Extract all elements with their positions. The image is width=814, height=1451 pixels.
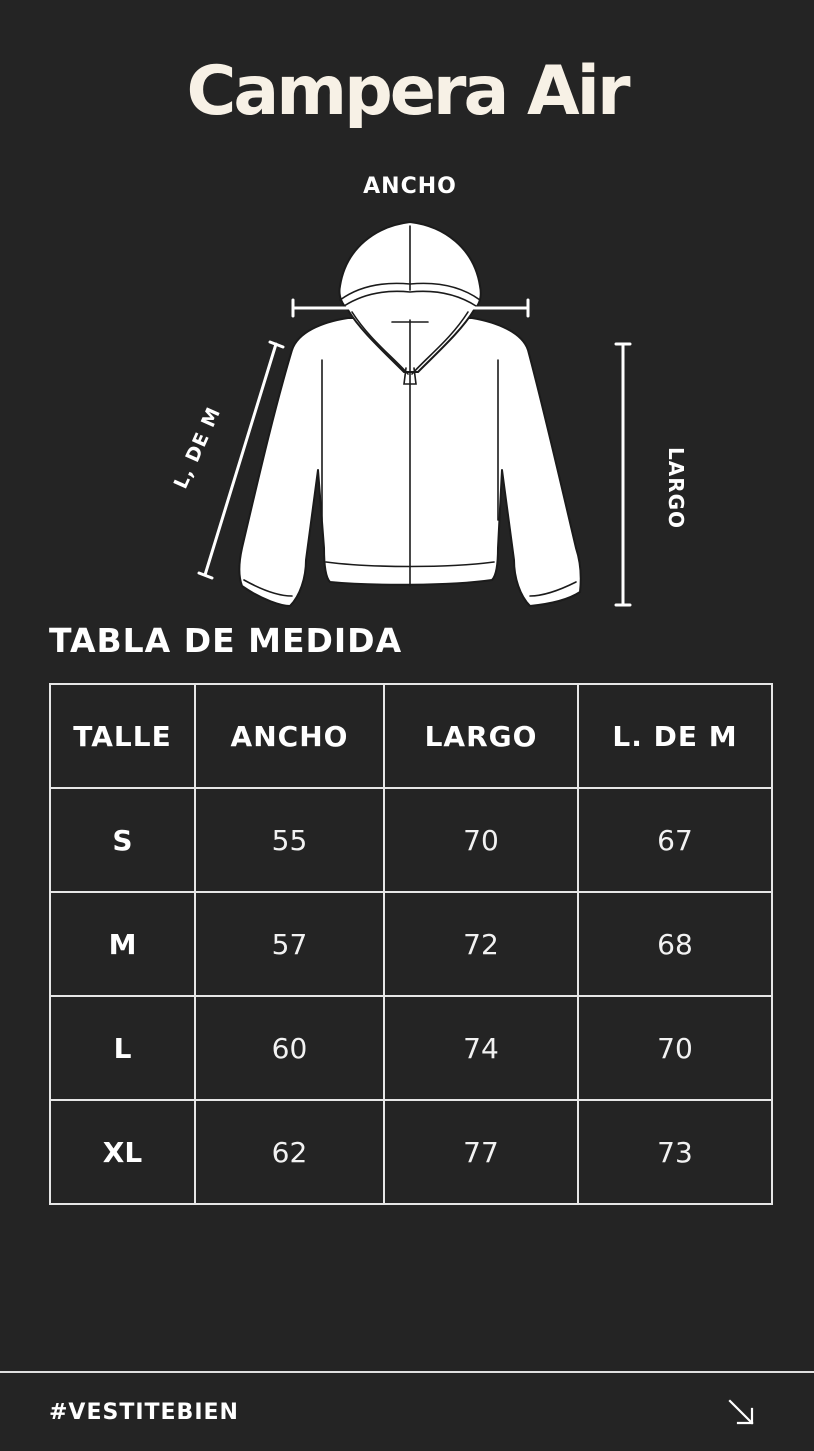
sleeve-cell: 68 bbox=[578, 892, 772, 996]
table-header-row bbox=[50, 684, 772, 788]
size-cell: XL bbox=[50, 1100, 195, 1204]
sleeve-cell: 67 bbox=[578, 788, 772, 892]
width-label: ANCHO bbox=[363, 174, 457, 199]
size-cell: M bbox=[50, 892, 195, 996]
width-cell: 55 bbox=[195, 788, 384, 892]
size-table-title: TABLA DE MEDIDA bbox=[49, 621, 403, 660]
footer-divider bbox=[0, 1371, 814, 1373]
width-cell: 57 bbox=[195, 892, 384, 996]
table-row bbox=[50, 996, 772, 1100]
length-cell: 77 bbox=[384, 1100, 578, 1204]
size-cell: L bbox=[50, 996, 195, 1100]
width-cell: 62 bbox=[195, 1100, 384, 1204]
size-cell: S bbox=[50, 788, 195, 892]
arrow-down-right-icon[interactable] bbox=[727, 1398, 755, 1426]
header-largo: LARGO bbox=[384, 684, 578, 788]
size-table bbox=[49, 683, 773, 1205]
table-row bbox=[50, 1100, 772, 1204]
sleeve-cell: 70 bbox=[578, 996, 772, 1100]
footer-hashtag: #VESTITEBIEN bbox=[49, 1400, 239, 1425]
sleeve-cell: 73 bbox=[578, 1100, 772, 1204]
sleeve-length-label: L, DE M bbox=[169, 403, 226, 493]
table-row bbox=[50, 788, 772, 892]
header-ancho: ANCHO bbox=[195, 684, 384, 788]
page-title: Campera Air bbox=[186, 52, 628, 131]
header-l-de-m: L. DE M bbox=[578, 684, 772, 788]
width-cell: 60 bbox=[195, 996, 384, 1100]
table-row bbox=[50, 892, 772, 996]
jacket-illustration bbox=[180, 210, 650, 620]
length-cell: 74 bbox=[384, 996, 578, 1100]
length-cell: 72 bbox=[384, 892, 578, 996]
header-talle: TALLE bbox=[50, 684, 195, 788]
length-cell: 70 bbox=[384, 788, 578, 892]
length-label: LARGO bbox=[664, 446, 688, 530]
